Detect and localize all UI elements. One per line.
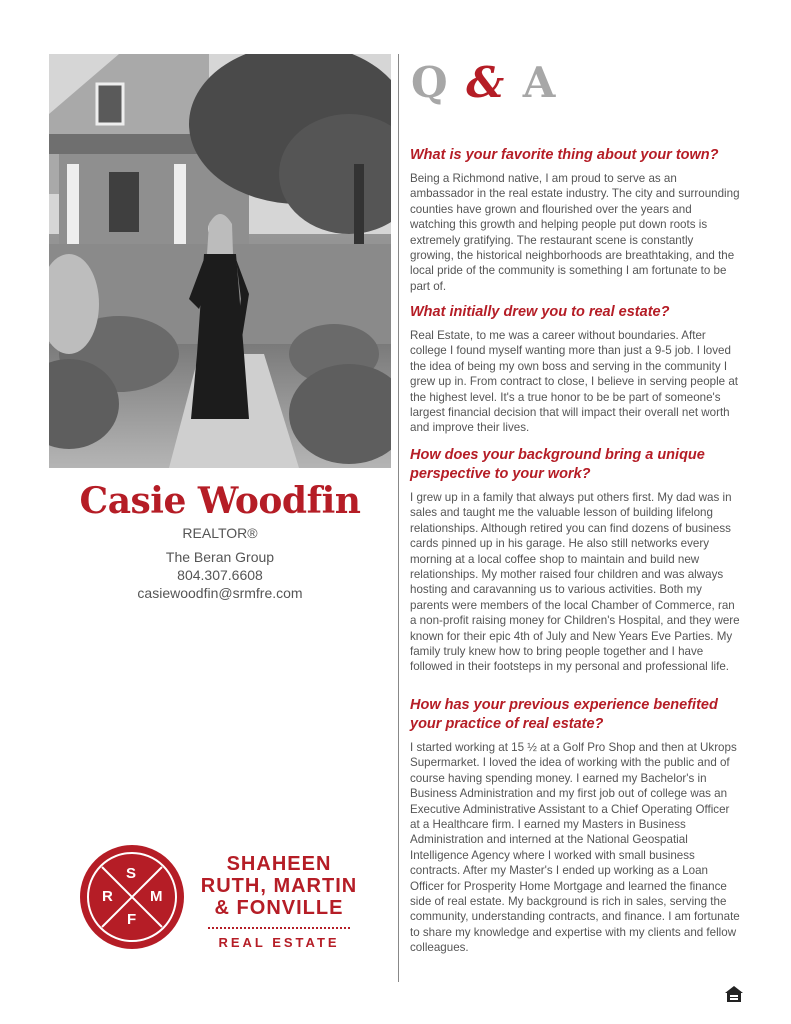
question: What initially drew you to real estate? bbox=[410, 304, 670, 320]
agent-group: The Beran Group bbox=[165, 549, 275, 565]
agent-name: Casie Woodfin bbox=[79, 480, 361, 522]
agent-email[interactable]: casiewoodfin@srmfre.com bbox=[137, 585, 303, 601]
logo-letter-m: M bbox=[150, 888, 163, 905]
answer: Being a Richmond native, I am proud to serve as an ambassador in the real estate industry. The city and surrounding counties have grown and flourished over the years and watching this growth and helping people put down roots is extremely gratifying. The restaurant scene is constantly growing, the historical neighborhoods are breathtaking, and the local pride of the community is something I am fortunate to be part of. bbox=[410, 172, 740, 293]
agent-title: REALTOR® bbox=[182, 525, 258, 541]
logo-line-3: & FONVILLE bbox=[214, 897, 344, 919]
qa-item bbox=[410, 303, 740, 436]
logo-dotted-rule bbox=[208, 927, 350, 929]
contact-block bbox=[49, 524, 391, 602]
question: What is your favorite thing about your town? bbox=[410, 147, 719, 163]
qa-heading-a: A bbox=[522, 58, 558, 107]
logo-emblem bbox=[80, 845, 184, 949]
equal-housing-icon bbox=[724, 985, 744, 1003]
logo-tagline: REAL ESTATE bbox=[218, 935, 340, 950]
qa-item bbox=[410, 146, 740, 294]
agent-photo bbox=[49, 54, 391, 468]
agent-phone[interactable]: 804.307.6608 bbox=[177, 567, 263, 583]
answer: I grew up in a family that always put others first. My dad was in sales and taught me the valuable lesson of building lifelong relationships. Although retired you can find dozens of business cards pinned up in his garage. He also still networks every morning at a local coffee shop to maintain and build new relationships. My mother raised four children and was always hosting and caravanning us to various activities. Both my parents were members of the local Chamber of Commerce, ran a non-profit raising money for Children's Hospital, and they were known for their epic 4th of July and New Years Eve Parties. My family truly knew how to bring people together and I have followed in their footsteps in my personal and professional life. bbox=[410, 491, 740, 674]
column-divider bbox=[398, 54, 399, 982]
logo-wordmark bbox=[198, 853, 360, 919]
logo-line-1: SHAHEEN bbox=[226, 853, 332, 875]
logo-letter-f: F bbox=[127, 911, 137, 928]
logo-line-2: RUTH, MARTIN bbox=[200, 875, 358, 897]
answer: I started working at 15 ½ at a Golf Pro Shop and then at Ukrops Supermarket. I loved the idea of working with the public and of course having spending money. I earned my Bachelor's in Business Administration and my first job out of college was an Executive Administrative Assistant to a Chief Operating Officer at a Healthcare firm. I earned my Masters in Business Administration and interned at the National Geospatial Intelligence Agency where I worked with small business contracts. After my Master's I ended up working as a Loan Officer for Prosperity Home Mortgage and learned the finance side of real estate. My background is rich in sales, serving the community, understanding contracts, and finance. I am fortunate to share my knowledge and expertise with my clients and fellow colleagues. bbox=[410, 741, 740, 955]
qa-item bbox=[410, 446, 740, 675]
qa-heading-q: Q bbox=[411, 58, 450, 107]
qa-heading-amp: & bbox=[466, 58, 507, 107]
logo-letter-s: S bbox=[126, 865, 137, 882]
qa-item bbox=[410, 696, 740, 956]
logo-letter-r: R bbox=[102, 888, 113, 905]
qa-heading bbox=[411, 58, 557, 107]
brokerage-logo bbox=[80, 845, 380, 955]
answer: Real Estate, to me was a career without boundaries. After college I found myself wanting more than just a 9-5 job. I loved the idea of being my own boss and serving in the community I grew up in. From contract to close, I believe in serving people at the highest level. It's a true honor to be be part of someone's largest financial decision that will impact their overall net worth and improve their lives. bbox=[410, 329, 739, 435]
question: How has your previous experience benefited your practice of real estate? bbox=[410, 697, 718, 732]
question: How does your background bring a unique perspective to your work? bbox=[410, 447, 705, 482]
